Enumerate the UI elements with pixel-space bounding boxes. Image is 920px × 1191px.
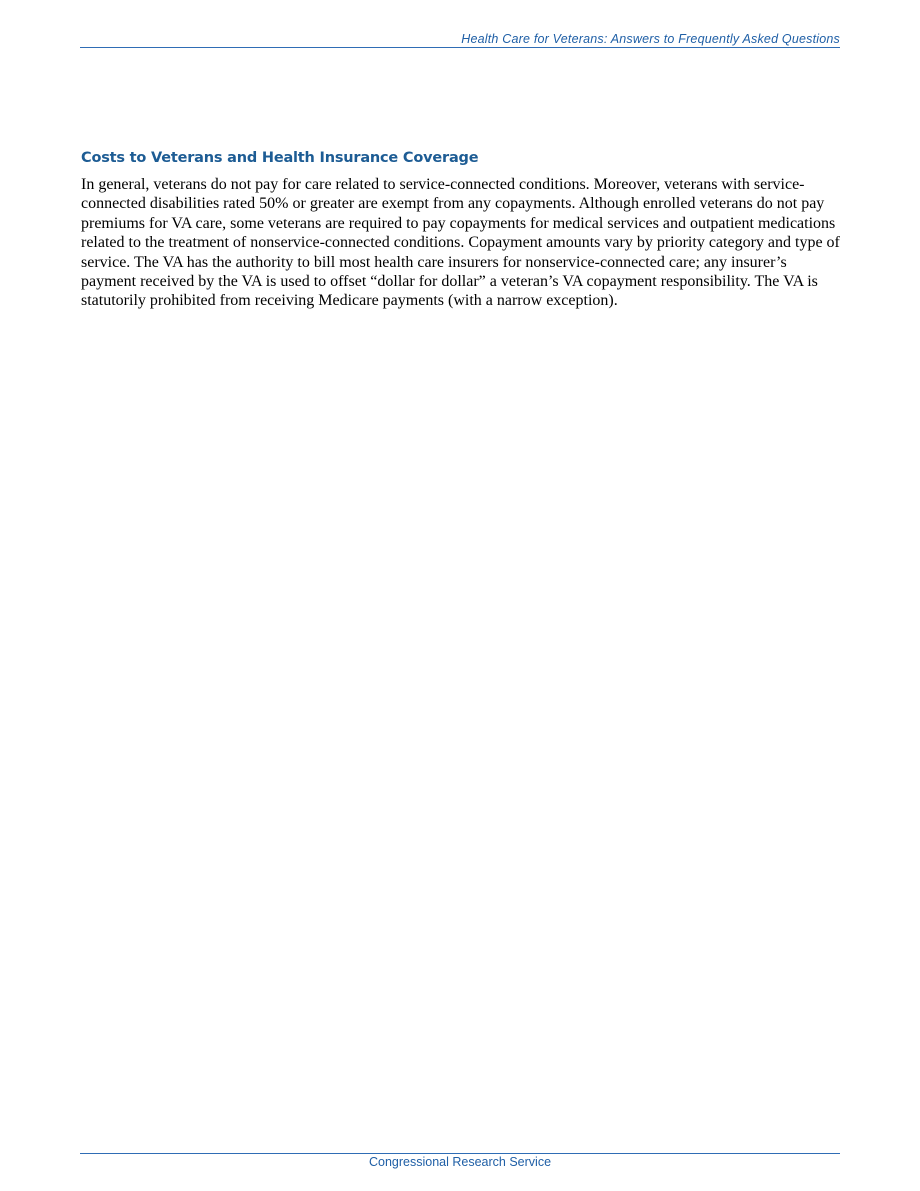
section-heading: Costs to Veterans and Health Insurance Coverage (81, 150, 479, 166)
header-divider (80, 47, 840, 48)
footer-divider (80, 1153, 840, 1154)
section-paragraph: In general, veterans do not pay for care related to service-connected conditions. Moreover, veterans with service-connected disabilities rated 50% or greater are exempt from any copayments. Although enrolled veterans do not pay premiums for VA care, some veterans are required to pay copayments for medical services and outpatient medications related to the treatment of nonservice-connected conditions. Copayment amounts vary by priority category and type of service. The VA has the authority to bill most health care insurers for nonservice-connected care; any insurer’s payment received by the VA is used to offset “dollar for dollar” a veteran’s VA copayment responsibility. The VA is statutorily prohibited from receiving Medicare payments (with a narrow exception). (81, 176, 840, 310)
running-header-title: Health Care for Veterans: Answers to Frequently Asked Questions (461, 32, 840, 46)
running-footer-organization: Congressional Research Service (368, 1155, 552, 1169)
